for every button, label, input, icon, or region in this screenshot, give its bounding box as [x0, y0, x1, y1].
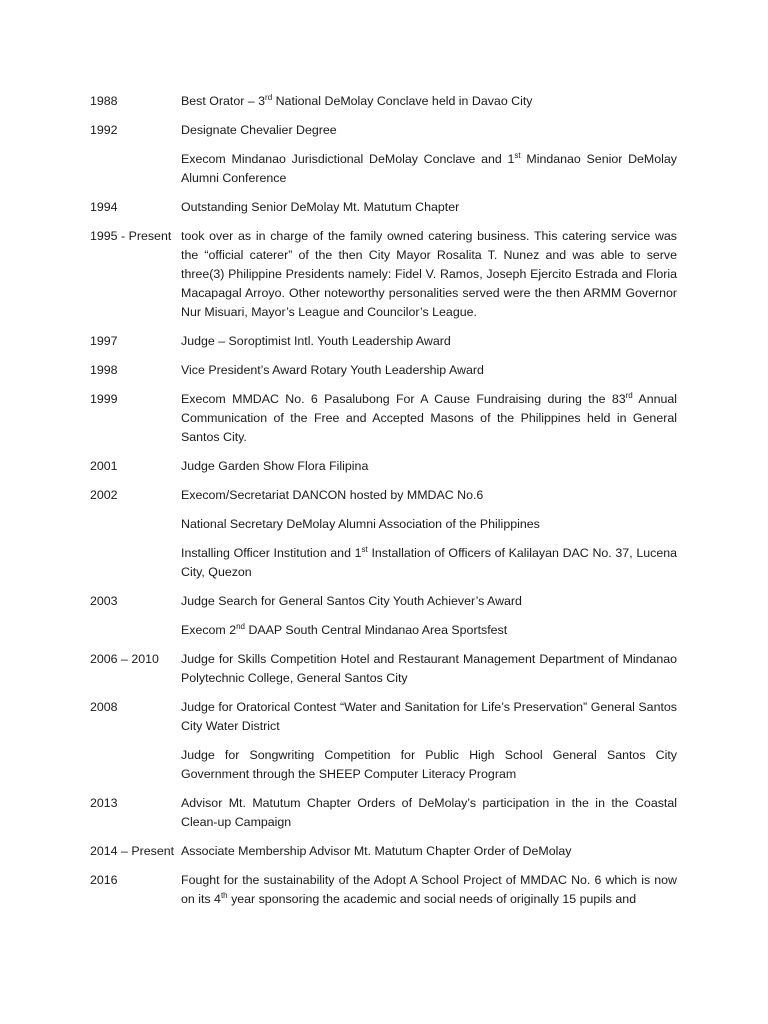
timeline-entry [90, 794, 677, 832]
entry-items [181, 92, 677, 111]
description-text: Judge for Songwriting Competition for Public High School General Santos City Government through the SHEEP Computer Literacy Program [181, 748, 677, 781]
entry-items [181, 121, 677, 188]
entry-description [181, 842, 677, 861]
entry-year: 1998 [90, 363, 118, 377]
entry-description [181, 515, 677, 534]
description-text: DAAP South Central Mindanao Area Sportsfest [245, 623, 508, 637]
entry-items [181, 227, 677, 322]
ordinal-superscript: nd [236, 622, 245, 631]
achievements-timeline [0, 92, 768, 909]
entry-year: 1999 [90, 392, 118, 406]
entry-description [181, 592, 677, 611]
description-text: Associate Membership Advisor Mt. Matutum Chapter Order of DeMolay [181, 844, 572, 858]
entry-items [181, 457, 677, 476]
entry-year: 1992 [90, 123, 118, 137]
entry-year: 1997 [90, 334, 118, 348]
entry-description [181, 794, 677, 832]
entry-year: 2003 [90, 594, 118, 608]
timeline-entry [90, 592, 677, 640]
entry-year: 1994 [90, 200, 118, 214]
entry-year: 2014 – Present [90, 844, 175, 858]
entry-description [181, 227, 677, 322]
description-text: Best Orator – 3 [181, 94, 266, 108]
entry-year: 2001 [90, 459, 118, 473]
entry-description [181, 746, 677, 784]
timeline-entry [90, 650, 677, 688]
entry-year: 1988 [90, 94, 118, 108]
entry-items [181, 486, 677, 582]
entry-description [181, 621, 677, 640]
entry-description [181, 871, 677, 909]
description-text: Vice President’s Award Rotary Youth Leadership Award [181, 363, 484, 377]
description-text: Outstanding Senior DeMolay Mt. Matutum Chapter [181, 200, 460, 214]
description-text: Execom Mindanao Jurisdictional DeMolay Conclave and 1 [181, 152, 515, 166]
description-text: National DeMolay Conclave held in Davao City [272, 94, 533, 108]
description-text: Judge Search for General Santos City Youth Achiever’s Award [181, 594, 522, 608]
description-text: year sponsoring the academic and social needs of originally 15 pupils and [227, 892, 637, 906]
description-text: Designate Chevalier Degree [181, 123, 337, 137]
entry-items [181, 871, 677, 909]
entry-description [181, 650, 677, 688]
timeline-entry [90, 390, 677, 447]
entry-items [181, 361, 677, 380]
entry-items [181, 390, 677, 447]
entry-year: 2006 – 2010 [90, 652, 159, 666]
entry-description [181, 332, 677, 351]
entry-items [181, 332, 677, 351]
entry-items [181, 198, 677, 217]
description-text: Execom MMDAC No. 6 Pasalubong For A Cause Fundraising during the 83 [181, 392, 626, 406]
timeline-entry [90, 486, 677, 582]
entry-description [181, 698, 677, 736]
ordinal-superscript: th [220, 891, 228, 900]
entry-description [181, 121, 677, 140]
entry-description [181, 198, 677, 217]
ordinal-superscript: st [361, 545, 368, 554]
entry-items [181, 842, 677, 861]
entry-year: 2002 [90, 488, 118, 502]
description-text: Judge for Skills Competition Hotel and Restaurant Management Department of Mindanao Polytechnic College, General Santos City [181, 652, 677, 685]
timeline-entry [90, 198, 677, 217]
timeline-entry [90, 457, 677, 476]
timeline-entry [90, 842, 677, 861]
description-text: Mindanao Senior DeMolay Alumni Conference [181, 152, 677, 185]
description-text: National Secretary DeMolay Alumni Association of the Philippines [181, 517, 540, 531]
timeline-entry [90, 361, 677, 380]
timeline-entry [90, 121, 677, 188]
description-text: Installing Officer Institution and 1 [181, 546, 362, 560]
entry-description [181, 390, 677, 447]
entry-items [181, 650, 677, 688]
entry-year: 2013 [90, 796, 118, 810]
description-text: Advisor Mt. Matutum Chapter Orders of DeMolay’s participation in the in the Coastal Clean-up Campaign [181, 796, 677, 829]
entry-description [181, 150, 677, 188]
entry-items [181, 698, 677, 784]
description-text: Judge Garden Show Flora Filipina [181, 459, 369, 473]
description-text: took over as in charge of the family owned catering business. This catering service was the “official caterer” of the then City Mayor Rosalita T. Nunez and was able to serve three(3) Philippine Presidents namely: Fidel V. Ramos, Joseph Ejercito Estrada and Floria Macapagal Arroyo. Other noteworthy personalities served were the then ARMM Governor Nur Misuari, Mayor’s League and Councilor’s League. [181, 229, 677, 319]
description-text: Execom 2 [181, 623, 237, 637]
entry-description [181, 92, 677, 111]
entry-items [181, 794, 677, 832]
entry-description [181, 544, 677, 582]
timeline-entry [90, 227, 677, 322]
entry-year: 2016 [90, 873, 118, 887]
description-text: Execom/Secretariat DANCON hosted by MMDAC No.6 [181, 488, 484, 502]
timeline-entry [90, 871, 677, 909]
description-text: Judge for Oratorical Contest “Water and Sanitation for Life’s Preservation” General Santos City Water District [181, 700, 677, 733]
entry-description [181, 486, 677, 505]
description-text: Installation of Officers of Kalilayan DAC No. 37, Lucena City, Quezon [181, 546, 677, 579]
ordinal-superscript: rd [265, 93, 273, 102]
entry-year: 2008 [90, 700, 118, 714]
entry-description [181, 361, 677, 380]
timeline-entry [90, 92, 677, 111]
ordinal-superscript: rd [625, 391, 633, 400]
description-text: Annual Communication of the Free and Accepted Masons of the Philippines held in General Santos City. [181, 392, 678, 444]
entry-items [181, 592, 677, 640]
timeline-entry [90, 332, 677, 351]
timeline-entry [90, 698, 677, 784]
entry-year: 1995 - Present [90, 229, 172, 243]
ordinal-superscript: st [514, 151, 521, 160]
entry-description [181, 457, 677, 476]
description-text: Fought for the sustainability of the Adopt A School Project of MMDAC No. 6 which is now on its 4 [181, 873, 677, 906]
description-text: Judge – Soroptimist Intl. Youth Leadership Award [181, 334, 451, 348]
